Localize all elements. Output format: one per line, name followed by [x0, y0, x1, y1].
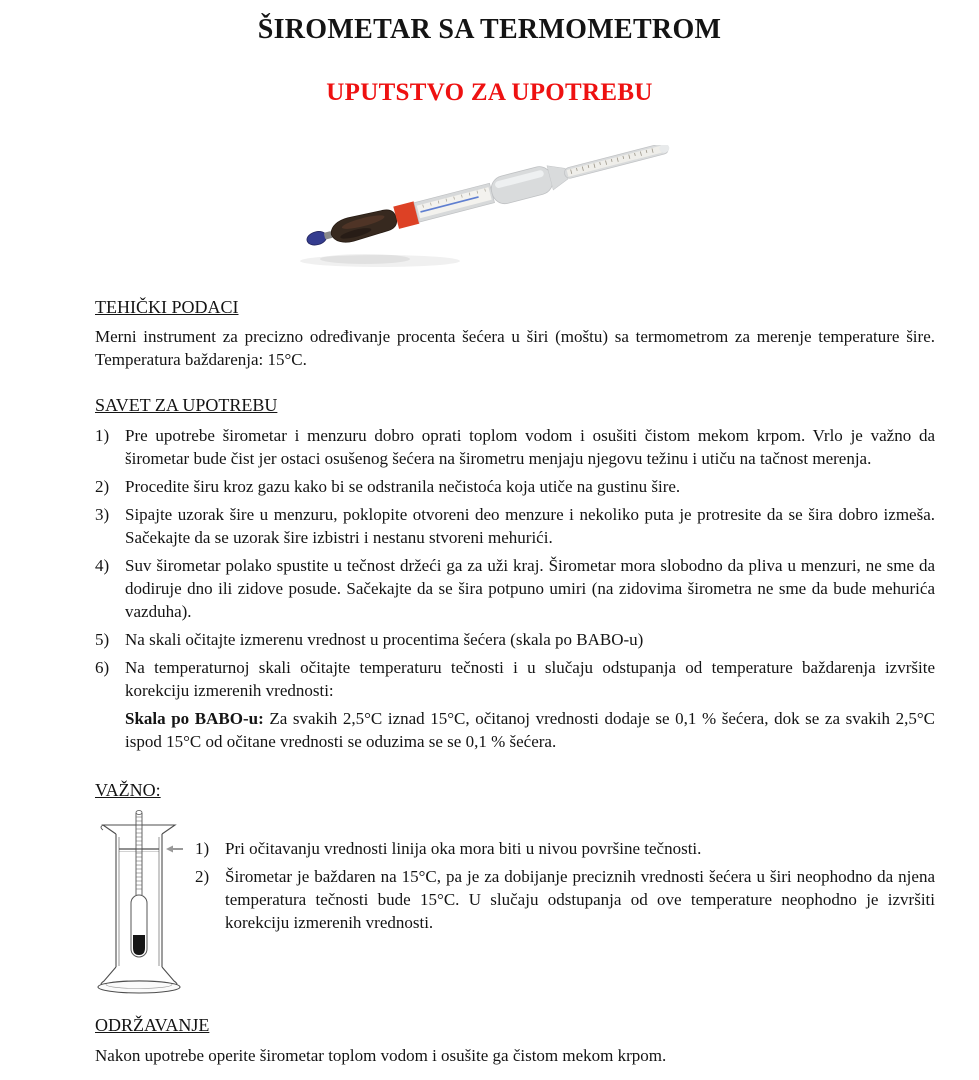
tech-paragraph: Merni instrument za precizno određivanje procenta šećera u širi (moštu) sa termometrom za merenje temperature šire. Temperatura baždarenja: 15°C.: [95, 327, 935, 369]
hydrometer-stem-ticks: [137, 817, 142, 889]
item-number: 5): [95, 630, 110, 649]
advice-list: [95, 424, 935, 753]
item-number: 3): [95, 505, 110, 524]
list-item: [95, 628, 935, 651]
document-body: [0, 297, 979, 1067]
list-item: [195, 837, 935, 860]
item-number: 6): [95, 658, 110, 677]
hydrometer-photo-figure: [0, 145, 979, 271]
babo-scale-text: Za svakih 2,5°C iznad 15°C, očitanoj vrednosti dodaje se 0,1 % šećera, dok se za svakih 2,5°C ispod 15°C od očitane vrednosti se oduzima se se 0,1 % šećera.: [125, 709, 935, 751]
item-text: Na temperaturnoj skali očitajte temperaturu tečnosti i u slučaju odstupanja od temperature baždarenja izvršite korekciju izmerenih vrednosti:: [125, 658, 935, 700]
important-row: [95, 807, 935, 1002]
stem-scale-paper: [566, 145, 663, 176]
item-number: 4): [95, 556, 110, 575]
page-title: ŠIROMETAR SA TERMOMETROM: [257, 14, 722, 45]
section-heading-advice: SAVET ZA UPOTREBU: [95, 395, 278, 415]
list-item: [195, 865, 935, 934]
item-text: Pri očitavanju vrednosti linija oka mora biti u nivou površine tečnosti.: [225, 839, 702, 858]
list-item: [95, 554, 935, 623]
babo-scale-paragraph: [125, 707, 935, 753]
measuring-cylinder-drawing: [95, 807, 187, 997]
item-number: 2): [95, 477, 110, 496]
item-text: Sipajte uzorak šire u menzuru, poklopite otvoreni deo menzure i nekoliko puta je protresite da se šira dobro izmeša. Sačekajte da se uzorak šire izbistri i nestanu stvoreni mehurići.: [125, 505, 935, 547]
section-heading-tech: TEHIČKI PODACI: [95, 297, 239, 317]
maintenance-paragraph: Nakon upotrebe operite širometar toplom vodom i osušite ga čistom mekom krpom.: [95, 1046, 667, 1065]
list-item: [95, 475, 935, 498]
liquid-level-arrow-icon: [166, 846, 183, 853]
item-text: Suv širometar polako spustite u tečnost držeći ga za uži kraj. Širometar mora slobodno da pliva u menzuri, ne sme da dodiruje dno ili zidove posude. Sačekajte da se šira potpuno umiri (na zidovima širometra ne sme da bude mehurića vazduha).: [125, 556, 935, 621]
section-heading-important: VAŽNO:: [95, 780, 161, 800]
item-text: Pre upotrebe širometar i menzuru dobro oprati toplom vodom i osušiti čistom mekom krpom. Vrlo je važno da širometar bude čist jer ostaci osušenog šećera na širometru menjaju njegovu težinu i utiču na tačnost merenja.: [125, 426, 935, 468]
list-item: [95, 656, 935, 702]
item-text: Procedite širu kroz gazu kako bi se odstranila nečistoća koja utiče na gustinu šire.: [125, 477, 681, 496]
babo-scale-label: Skala po BABO-u:: [125, 709, 264, 728]
hydrometer-photo: [270, 145, 710, 271]
hydrometer-blue-tip: [305, 229, 328, 247]
item-number: 1): [195, 839, 210, 858]
item-text: Na skali očitajte izmerenu vrednost u procentima šećera (skala po BABO-u): [125, 630, 644, 649]
list-item: [95, 424, 935, 470]
item-text: Širometar je baždaren na 15°C, pa je za dobijanje preciznih vrednosti šećera u širi neophodno da njena temperatura tečnosti bude 15°C. U slučaju odstupanja od ove temperature neophodno je izvršiti korekciju izmerenih vrednosti.: [225, 867, 935, 932]
item-number: 1): [95, 426, 110, 445]
hydrometer-ballast-bulb: [328, 206, 399, 246]
hydrometer-ballast: [133, 935, 145, 955]
page-subtitle: UPUTSTVO ZA UPOTREBU: [326, 79, 653, 106]
cylinder-figure: [95, 807, 187, 1002]
section-heading-maintenance: ODRŽAVANJE: [95, 1015, 210, 1035]
item-number: 2): [195, 867, 210, 886]
important-list: [195, 837, 935, 1002]
list-item: [95, 503, 935, 549]
